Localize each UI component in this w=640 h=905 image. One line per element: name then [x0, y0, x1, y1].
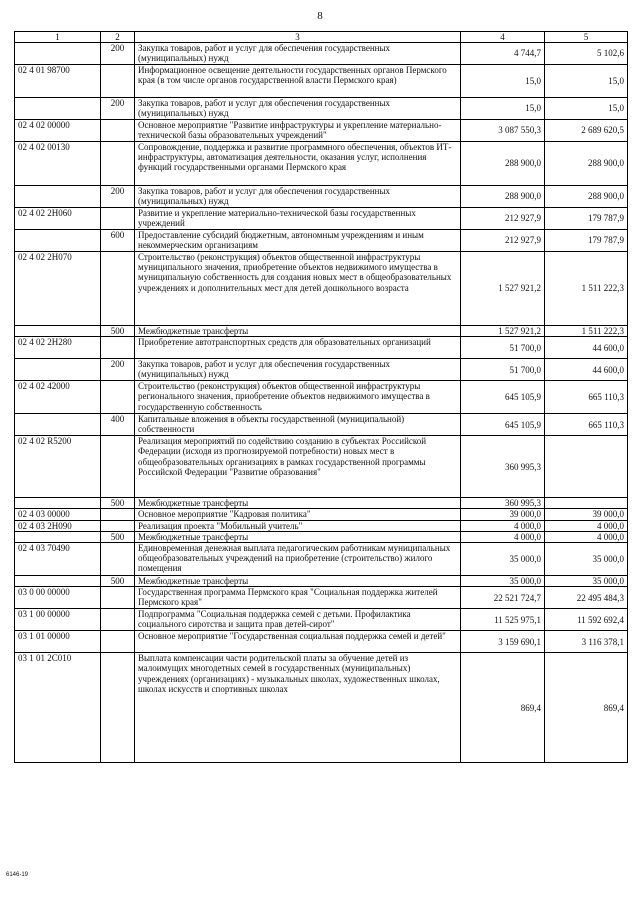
row-code [15, 230, 101, 252]
row-expense-type: 400 [101, 414, 135, 436]
row-amount-2021: 1 511 222,3 [545, 326, 628, 337]
row-description: Межбюджетные трансферты [135, 576, 461, 587]
row-expense-type [101, 587, 135, 609]
row-description: Выплата компенсации части родительской платы за обучение детей из малоимущих многодетных семей в государственных (муниципальных) учреждениях (организациях) - музыкальных школах, художественных школах, школах искусств и спортивных школах [135, 653, 461, 763]
row-description: Закупка товаров, работ и услуг для обеспечения государственных (муниципальных) нужд [135, 98, 461, 120]
row-description: Реализация мероприятий по содействию созданию в субъектах Российской Федерации (исходя из прогнозируемой потребности) новых мест в общеобразовательных организациях в рамках государственной программы Российской Федерации "Развитие образования" [135, 436, 461, 498]
row-code [15, 326, 101, 337]
row-description: Реализация проекта "Мобильный учитель" [135, 520, 461, 531]
row-amount-2021: 288 900,0 [545, 186, 628, 208]
row-amount-2021: 665 110,3 [545, 381, 628, 414]
row-amount-2020: 360 995,3 [461, 436, 545, 498]
row-expense-type [101, 653, 135, 763]
table-body [15, 43, 628, 763]
row-expense-type: 200 [101, 186, 135, 208]
row-description: Подпрограмма "Социальная поддержка семей с детьми. Профилактика социального сиротства и защита прав детей-сирот" [135, 609, 461, 631]
row-amount-2020: 39 000,0 [461, 509, 545, 520]
row-expense-type [101, 436, 135, 498]
row-amount-2021: 35 000,0 [545, 543, 628, 576]
row-description: Межбюджетные трансферты [135, 498, 461, 509]
row-amount-2021: 11 592 692,4 [545, 609, 628, 631]
row-code: 02 4 01 98700 [15, 65, 101, 98]
table-row [15, 98, 628, 120]
row-description: Единовременная денежная выплата педагогическим работникам муниципальных общеобразовательных учреждений на приобретение (строительство) жилого помещения [135, 543, 461, 576]
table-row [15, 414, 628, 436]
budget-table [14, 31, 628, 763]
table-row [15, 208, 628, 230]
row-amount-2020: 212 927,9 [461, 208, 545, 230]
row-code: 02 4 03 70490 [15, 543, 101, 576]
row-expense-type [101, 631, 135, 653]
row-description: Строительство (реконструкция) объектов общественной инфраструктуры регионального значения, приобретение объектов недвижимого имущества в государственную собственность [135, 381, 461, 414]
row-expense-type [101, 142, 135, 186]
row-amount-2020: 288 900,0 [461, 142, 545, 186]
table-row [15, 631, 628, 653]
row-description: Развитие и укрепление материально-технической базы государственных учреждений [135, 208, 461, 230]
row-expense-type [101, 65, 135, 98]
row-code: 03 1 01 00000 [15, 631, 101, 653]
row-expense-type [101, 543, 135, 576]
row-amount-2021: 22 495 484,3 [545, 587, 628, 609]
row-code: 03 0 00 00000 [15, 587, 101, 609]
row-amount-2021: 4 000,0 [545, 531, 628, 542]
table-row [15, 587, 628, 609]
table-row [15, 142, 628, 186]
row-amount-2021: 3 116 378,1 [545, 631, 628, 653]
column-header: 3 [135, 32, 461, 43]
row-description: Информационное освещение деятельности государственных органов Пермского края (в том числе органов государственной власти Пермского края) [135, 65, 461, 98]
document-id: 6146-19 [6, 872, 29, 878]
row-description: Закупка товаров, работ и услуг для обеспечения государственных (муниципальных) нужд [135, 43, 461, 65]
row-expense-type: 200 [101, 359, 135, 381]
row-description: Строительство (реконструкция) объектов общественной инфраструктуры муниципального значения, приобретение объектов недвижимого имущества в муниципальную собственность для создания новых мест в общеобразовательных учреждениях и дополнительных мест для детей дошкольного возраста [135, 252, 461, 326]
row-code [15, 576, 101, 587]
column-number-row [15, 32, 628, 43]
table-row [15, 520, 628, 531]
row-code [15, 414, 101, 436]
row-code: 02 4 03 2Н090 [15, 520, 101, 531]
row-expense-type: 500 [101, 326, 135, 337]
row-amount-2021: 44 600,0 [545, 359, 628, 381]
row-amount-2020: 4 744,7 [461, 43, 545, 65]
table-row [15, 576, 628, 587]
row-expense-type [101, 520, 135, 531]
row-amount-2021: 39 000,0 [545, 509, 628, 520]
table-row [15, 337, 628, 359]
row-expense-type [101, 381, 135, 414]
row-code: 03 1 00 00000 [15, 609, 101, 631]
row-amount-2020: 3 159 690,1 [461, 631, 545, 653]
row-code: 02 4 02 2Н070 [15, 252, 101, 326]
row-description: Сопровождение, поддержка и развитие программного обеспечения, объектов ИТ-инфраструктуры, автоматизация деятельности, оказания услуг, исполнения функций государственными органами Пермского края [135, 142, 461, 186]
row-expense-type [101, 208, 135, 230]
row-description: Приобретение автотранспортных средств для образовательных организаций [135, 337, 461, 359]
row-code: 02 4 03 00000 [15, 509, 101, 520]
row-amount-2020: 3 087 550,3 [461, 120, 545, 142]
row-amount-2020: 15,0 [461, 98, 545, 120]
row-expense-type [101, 120, 135, 142]
row-amount-2020: 11 525 975,1 [461, 609, 545, 631]
table-row [15, 359, 628, 381]
row-code [15, 498, 101, 509]
row-amount-2021: 665 110,3 [545, 414, 628, 436]
row-amount-2021: 15,0 [545, 65, 628, 98]
row-amount-2020: 645 105,9 [461, 381, 545, 414]
row-expense-type [101, 509, 135, 520]
row-amount-2020: 1 527 921,2 [461, 252, 545, 326]
row-amount-2021: 179 787,9 [545, 230, 628, 252]
row-amount-2021: 35 000,0 [545, 576, 628, 587]
row-amount-2021: 5 102,6 [545, 43, 628, 65]
row-amount-2020: 35 000,0 [461, 576, 545, 587]
row-amount-2021 [545, 498, 628, 509]
row-amount-2020: 51 700,0 [461, 359, 545, 381]
row-code: 03 1 01 2С010 [15, 653, 101, 763]
page-number: 8 [317, 10, 323, 22]
row-amount-2021: 15,0 [545, 98, 628, 120]
row-amount-2021: 869,4 [545, 653, 628, 763]
row-amount-2020: 212 927,9 [461, 230, 545, 252]
row-expense-type [101, 609, 135, 631]
row-expense-type: 200 [101, 43, 135, 65]
row-amount-2020: 360 995,3 [461, 498, 545, 509]
table-row [15, 326, 628, 337]
column-header: 2 [101, 32, 135, 43]
row-expense-type: 600 [101, 230, 135, 252]
row-code [15, 531, 101, 542]
table-row [15, 120, 628, 142]
row-code: 02 4 02 00000 [15, 120, 101, 142]
row-expense-type: 500 [101, 498, 135, 509]
table-row [15, 381, 628, 414]
row-description: Основное мероприятие "Кадровая политика" [135, 509, 461, 520]
row-expense-type: 500 [101, 531, 135, 542]
row-amount-2020: 35 000,0 [461, 543, 545, 576]
row-description: Капитальные вложения в объекты государственной (муниципальной) собственности [135, 414, 461, 436]
table-row [15, 252, 628, 326]
row-amount-2021 [545, 436, 628, 498]
row-amount-2020: 1 527 921,2 [461, 326, 545, 337]
row-amount-2020: 288 900,0 [461, 186, 545, 208]
row-amount-2020: 869,4 [461, 653, 545, 763]
table-row [15, 531, 628, 542]
row-code [15, 359, 101, 381]
row-code: 02 4 02 2Н280 [15, 337, 101, 359]
column-header: 5 [545, 32, 628, 43]
row-code: 02 4 02 2Н060 [15, 208, 101, 230]
table-row [15, 609, 628, 631]
row-amount-2021: 2 689 620,5 [545, 120, 628, 142]
row-code: 02 4 02 00130 [15, 142, 101, 186]
row-expense-type [101, 337, 135, 359]
row-amount-2020: 4 000,0 [461, 520, 545, 531]
row-amount-2020: 645 105,9 [461, 414, 545, 436]
row-amount-2021: 288 900,0 [545, 142, 628, 186]
row-description: Основное мероприятие "Развитие инфраструктуры и укрепление материально-технической базы образовательных учреждений" [135, 120, 461, 142]
row-description: Межбюджетные трансферты [135, 531, 461, 542]
row-expense-type: 500 [101, 576, 135, 587]
table-row [15, 509, 628, 520]
row-amount-2020: 4 000,0 [461, 531, 545, 542]
row-code [15, 98, 101, 120]
table-row [15, 230, 628, 252]
row-amount-2021: 1 511 222,3 [545, 252, 628, 326]
row-code [15, 186, 101, 208]
table-row [15, 186, 628, 208]
table-row [15, 436, 628, 498]
row-amount-2020: 15,0 [461, 65, 545, 98]
row-description: Межбюджетные трансферты [135, 326, 461, 337]
row-expense-type [101, 252, 135, 326]
row-description: Предоставление субсидий бюджетным, автономным учреждениям и иным некоммерческим организациям [135, 230, 461, 252]
row-amount-2021: 44 600,0 [545, 337, 628, 359]
row-amount-2020: 51 700,0 [461, 337, 545, 359]
row-description: Закупка товаров, работ и услуг для обеспечения государственных (муниципальных) нужд [135, 186, 461, 208]
column-header: 1 [15, 32, 101, 43]
table-row [15, 65, 628, 98]
row-description: Закупка товаров, работ и услуг для обеспечения государственных (муниципальных) нужд [135, 359, 461, 381]
table-row [15, 543, 628, 576]
table-row [15, 43, 628, 65]
row-code: 02 4 02 42000 [15, 381, 101, 414]
row-description: Основное мероприятие "Государственная социальная поддержка семей и детей" [135, 631, 461, 653]
row-amount-2021: 4 000,0 [545, 520, 628, 531]
row-amount-2021: 179 787,9 [545, 208, 628, 230]
column-header: 4 [461, 32, 545, 43]
table-row [15, 653, 628, 763]
row-description: Государственная программа Пермского края "Социальная поддержка жителей Пермского края" [135, 587, 461, 609]
table-row [15, 498, 628, 509]
row-expense-type: 200 [101, 98, 135, 120]
row-code: 02 4 02 R5200 [15, 436, 101, 498]
row-amount-2020: 22 521 724,7 [461, 587, 545, 609]
row-code [15, 43, 101, 65]
